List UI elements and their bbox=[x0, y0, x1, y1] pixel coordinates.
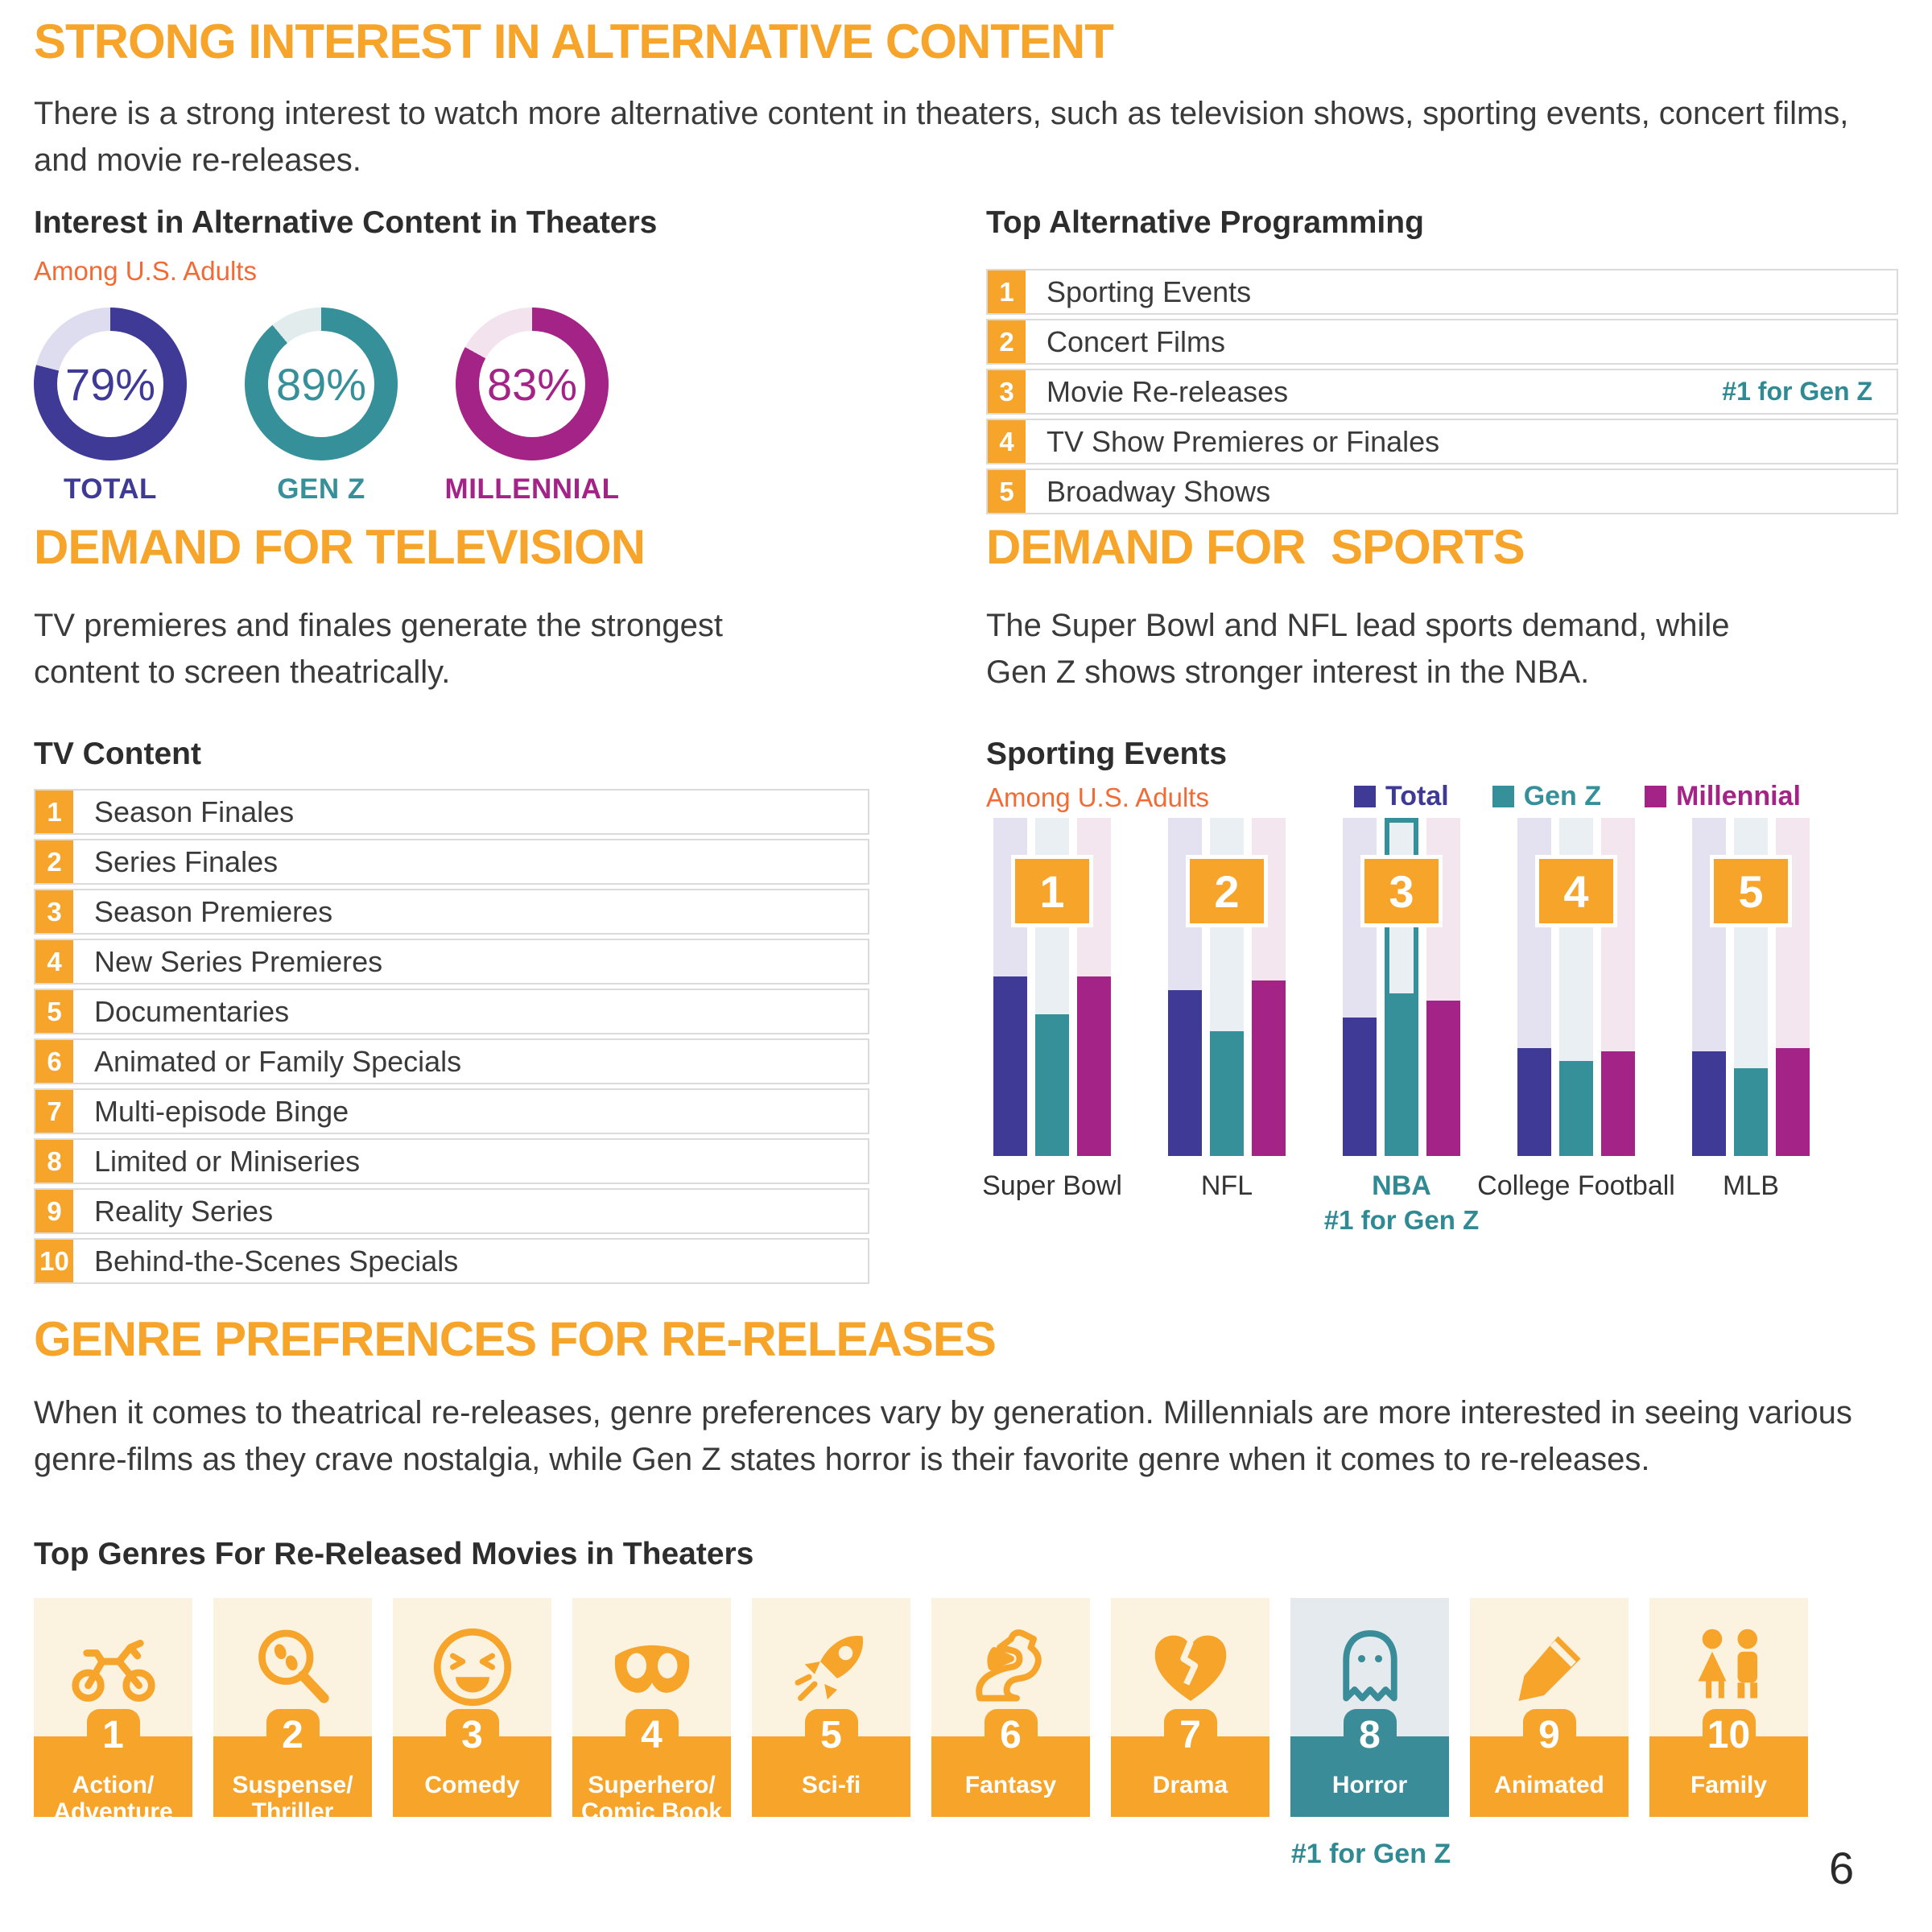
list-item bbox=[34, 939, 869, 985]
list-item bbox=[986, 369, 1898, 415]
children-icon bbox=[1684, 1622, 1774, 1712]
list-item bbox=[34, 839, 869, 885]
chart-legend bbox=[1354, 781, 1801, 812]
pencil-icon bbox=[1505, 1622, 1595, 1712]
bar-fill bbox=[1077, 976, 1111, 1156]
bar-fill bbox=[1776, 1048, 1810, 1156]
rank-badge: 3 bbox=[35, 890, 73, 933]
rocket-icon bbox=[786, 1622, 877, 1712]
donut-ring bbox=[34, 308, 187, 460]
donut-hole bbox=[479, 331, 585, 437]
rank-badge: 5 bbox=[35, 990, 73, 1033]
rank-badge: 7 bbox=[1164, 1709, 1217, 1762]
interest-chart-subtitle: Among U.S. Adults bbox=[34, 256, 257, 286]
bar-fill bbox=[1168, 990, 1202, 1156]
bar-columns bbox=[1517, 818, 1635, 1156]
bar-category-label: NBA bbox=[1372, 1170, 1431, 1201]
list-item bbox=[986, 419, 1898, 464]
genre-label: Superhero/ Comic Book bbox=[580, 1772, 723, 1825]
sports-section-title: DEMAND FOR SPORTS bbox=[986, 520, 1525, 574]
genre-label: Comedy bbox=[424, 1772, 520, 1798]
list-item-label: Movie Re-releases bbox=[1046, 374, 1289, 408]
list-item-label: Concert Films bbox=[1046, 324, 1226, 358]
intro-paragraph: There is a strong interest to watch more alternative content in theaters, such as television shows, sporting events, concert films, and movie re-releases. bbox=[34, 96, 1849, 178]
rank-badge: 4 bbox=[988, 420, 1026, 463]
genre-label: Sci-fi bbox=[801, 1772, 861, 1798]
gen-z-note: #1 for Gen Z bbox=[1722, 377, 1872, 406]
list-item-label: Sporting Events bbox=[1046, 275, 1252, 308]
page-number: 6 bbox=[1829, 1843, 1855, 1893]
sports-chart-subtitle: Among U.S. Adults bbox=[986, 782, 1209, 812]
list-item-label: TV Show Premieres or Finales bbox=[1046, 424, 1440, 458]
genre-label: Drama bbox=[1152, 1772, 1228, 1798]
genre-tile-horror bbox=[1290, 1598, 1449, 1817]
rank-badge: 1 bbox=[35, 791, 73, 833]
donut-total bbox=[34, 308, 187, 506]
bar-group-college-football bbox=[1477, 818, 1675, 1236]
list-item-label: Behind-the-Scenes Specials bbox=[94, 1244, 459, 1278]
gen-z-note: #1 for Gen Z bbox=[1323, 1205, 1480, 1235]
programming-list-title: Top Alternative Programming bbox=[986, 205, 1424, 240]
bar-columns bbox=[1692, 818, 1810, 1156]
rank-badge: 2 bbox=[1186, 855, 1268, 927]
legend-swatch-icon bbox=[1492, 786, 1514, 807]
rank-badge: 1 bbox=[1011, 855, 1093, 927]
rank-badge: 8 bbox=[35, 1140, 73, 1183]
bar-fill bbox=[1601, 1051, 1635, 1156]
dragon-icon bbox=[966, 1622, 1056, 1712]
genre-label: Fantasy bbox=[964, 1772, 1057, 1798]
donut-chart-row bbox=[34, 308, 620, 506]
bar-group-nfl bbox=[1166, 818, 1287, 1236]
list-item-label: Broadway Shows bbox=[1046, 474, 1271, 508]
genre-label: Family bbox=[1690, 1772, 1768, 1798]
legend-label: Total bbox=[1385, 781, 1449, 811]
list-item bbox=[986, 469, 1898, 514]
list-item bbox=[986, 319, 1898, 365]
genre-tile-fantasy bbox=[931, 1598, 1090, 1817]
legend-item-gen-z bbox=[1492, 781, 1601, 812]
rank-badge: 10 bbox=[35, 1240, 73, 1282]
list-item bbox=[34, 1088, 869, 1134]
donut-percent-value: 89% bbox=[275, 358, 367, 410]
genre-tile-animated bbox=[1470, 1598, 1629, 1817]
sports-chart-title: Sporting Events bbox=[986, 737, 1228, 771]
tv-content-list-title: TV Content bbox=[34, 737, 201, 771]
sports-bar-chart bbox=[982, 818, 1811, 1236]
bar-fill bbox=[1343, 1018, 1377, 1156]
rank-badge: 2 bbox=[266, 1709, 320, 1762]
rank-badge: 9 bbox=[1523, 1709, 1576, 1762]
bar-columns bbox=[1168, 818, 1286, 1156]
bar-fill bbox=[993, 976, 1027, 1156]
bar-fill bbox=[1692, 1051, 1726, 1156]
bar-fill bbox=[1389, 993, 1414, 1151]
donut-percent-value: 83% bbox=[486, 358, 578, 410]
bar-category-label: MLB bbox=[1723, 1170, 1779, 1201]
list-item bbox=[34, 889, 869, 935]
genre-tile-suspense-thriller bbox=[213, 1598, 372, 1825]
rank-badge: 8 bbox=[1344, 1709, 1397, 1762]
genre-section-title: GENRE PREFRENCES FOR RE-RELEASES bbox=[34, 1312, 996, 1366]
genre-tile-comedy bbox=[393, 1598, 551, 1817]
rank-badge: 3 bbox=[988, 370, 1026, 413]
legend-label: Gen Z bbox=[1523, 781, 1602, 811]
interest-chart-title: Interest in Alternative Content in Theaters bbox=[34, 205, 658, 240]
list-item bbox=[34, 789, 869, 835]
genre-label: Suspense/ Thriller bbox=[232, 1772, 353, 1825]
list-item-label: Season Finales bbox=[94, 795, 295, 828]
rank-badge: 9 bbox=[35, 1190, 73, 1232]
legend-swatch-icon bbox=[1354, 786, 1376, 807]
list-item bbox=[986, 269, 1898, 315]
bar-fill bbox=[1252, 980, 1286, 1156]
rank-badge: 5 bbox=[805, 1709, 858, 1762]
bar-columns bbox=[1343, 818, 1460, 1156]
legend-swatch-icon bbox=[1645, 786, 1666, 807]
donut-ring bbox=[456, 308, 609, 460]
donut-millennial bbox=[444, 308, 620, 506]
donut-gen-z bbox=[245, 308, 398, 506]
list-item bbox=[34, 1138, 869, 1184]
bar-fill bbox=[1559, 1061, 1593, 1156]
legend-label: Millennial bbox=[1676, 781, 1801, 811]
bar-category-label: NFL bbox=[1200, 1170, 1253, 1201]
genre-paragraph: When it comes to theatrical re-releases, genre preferences vary by generation. Millennials are more interested in seeing various genre-films as they crave nostalgia, while Gen Z states horror is their favorite genre when it comes to re-releases. bbox=[34, 1395, 1852, 1477]
rank-badge: 5 bbox=[1710, 855, 1792, 927]
magnifying-glass-icon bbox=[248, 1622, 338, 1712]
donut-label: MILLENNIAL bbox=[444, 473, 620, 505]
genre-label: Action/ Adventure bbox=[53, 1772, 173, 1825]
bar-category-label: College Football bbox=[1477, 1170, 1675, 1201]
genre-gen-z-note: #1 for Gen Z bbox=[1290, 1839, 1451, 1869]
bar-group-nba bbox=[1323, 818, 1480, 1236]
list-item-label: Season Premieres bbox=[94, 894, 333, 928]
list-item-label: Limited or Miniseries bbox=[94, 1144, 361, 1178]
ghost-icon bbox=[1325, 1622, 1415, 1712]
genre-tile-drama bbox=[1111, 1598, 1269, 1817]
alternative-programming-list bbox=[986, 269, 1898, 518]
tv-content-list bbox=[34, 789, 869, 1288]
rank-badge: 10 bbox=[1703, 1709, 1756, 1762]
donut-hole bbox=[268, 331, 374, 437]
donut-percent-value: 79% bbox=[64, 358, 156, 410]
donut-label: GEN Z bbox=[277, 473, 365, 505]
rank-badge: 4 bbox=[35, 940, 73, 983]
legend-item-millennial bbox=[1645, 781, 1801, 812]
bar-columns bbox=[993, 818, 1111, 1156]
list-item-label: Documentaries bbox=[94, 994, 290, 1028]
donut-hole bbox=[57, 331, 163, 437]
list-item-label: Multi-episode Binge bbox=[94, 1094, 349, 1128]
bar-category-label: Super Bowl bbox=[982, 1170, 1122, 1201]
rank-badge: 6 bbox=[35, 1040, 73, 1083]
list-item bbox=[34, 1238, 869, 1284]
donut-ring bbox=[245, 308, 398, 460]
genre-tile-action-adventure bbox=[34, 1598, 192, 1825]
donut-label: TOTAL bbox=[64, 473, 157, 505]
rank-badge: 4 bbox=[625, 1709, 679, 1762]
bar-fill bbox=[1210, 1031, 1244, 1156]
laughing-face-icon bbox=[427, 1622, 518, 1712]
bar-group-super-bowl bbox=[982, 818, 1122, 1236]
rank-badge: 2 bbox=[988, 320, 1026, 363]
rank-badge: 4 bbox=[1535, 855, 1617, 927]
page-title: STRONG INTEREST IN ALTERNATIVE CONTENT bbox=[34, 14, 1113, 68]
genre-label: Horror bbox=[1331, 1772, 1408, 1798]
list-item bbox=[34, 989, 869, 1034]
television-section-title: DEMAND FOR TELEVISION bbox=[34, 520, 646, 574]
list-item bbox=[34, 1188, 869, 1234]
rank-badge: 1 bbox=[988, 270, 1026, 313]
rank-badge: 3 bbox=[446, 1709, 499, 1762]
genre-tile-superhero-comic-book bbox=[572, 1598, 731, 1825]
genre-tile-sci-fi bbox=[752, 1598, 910, 1817]
legend-item-total bbox=[1354, 781, 1449, 812]
bar-group-mlb bbox=[1690, 818, 1811, 1236]
genre-label: Animated bbox=[1494, 1772, 1604, 1798]
rank-badge: 3 bbox=[1360, 855, 1443, 927]
rank-badge: 6 bbox=[985, 1709, 1038, 1762]
list-item-label: Animated or Family Specials bbox=[94, 1044, 462, 1078]
rank-badge: 7 bbox=[35, 1090, 73, 1133]
rank-badge: 5 bbox=[988, 470, 1026, 513]
broken-heart-icon bbox=[1146, 1622, 1236, 1712]
genre-tile-family bbox=[1649, 1598, 1808, 1817]
bar-fill bbox=[1035, 1014, 1069, 1156]
list-item-label: New Series Premieres bbox=[94, 944, 383, 978]
genre-tile-row bbox=[34, 1598, 1808, 1825]
bar-fill bbox=[1426, 1001, 1460, 1156]
list-item-label: Series Finales bbox=[94, 844, 279, 878]
bar-fill bbox=[1734, 1068, 1768, 1156]
list-item-label: Reality Series bbox=[94, 1194, 274, 1228]
bar-fill bbox=[1517, 1048, 1551, 1156]
television-paragraph: TV premieres and finales generate the strongest content to screen theatrically. bbox=[34, 608, 724, 690]
sports-paragraph: The Super Bowl and NFL lead sports demand, while Gen Z shows stronger interest in the NBA. bbox=[986, 608, 1730, 690]
list-item bbox=[34, 1038, 869, 1084]
rank-badge: 2 bbox=[35, 840, 73, 883]
rank-badge: 1 bbox=[87, 1709, 140, 1762]
mask-icon bbox=[607, 1622, 697, 1712]
genre-list-title: Top Genres For Re-Released Movies in Theaters bbox=[34, 1537, 754, 1571]
motorcycle-icon bbox=[68, 1622, 159, 1712]
